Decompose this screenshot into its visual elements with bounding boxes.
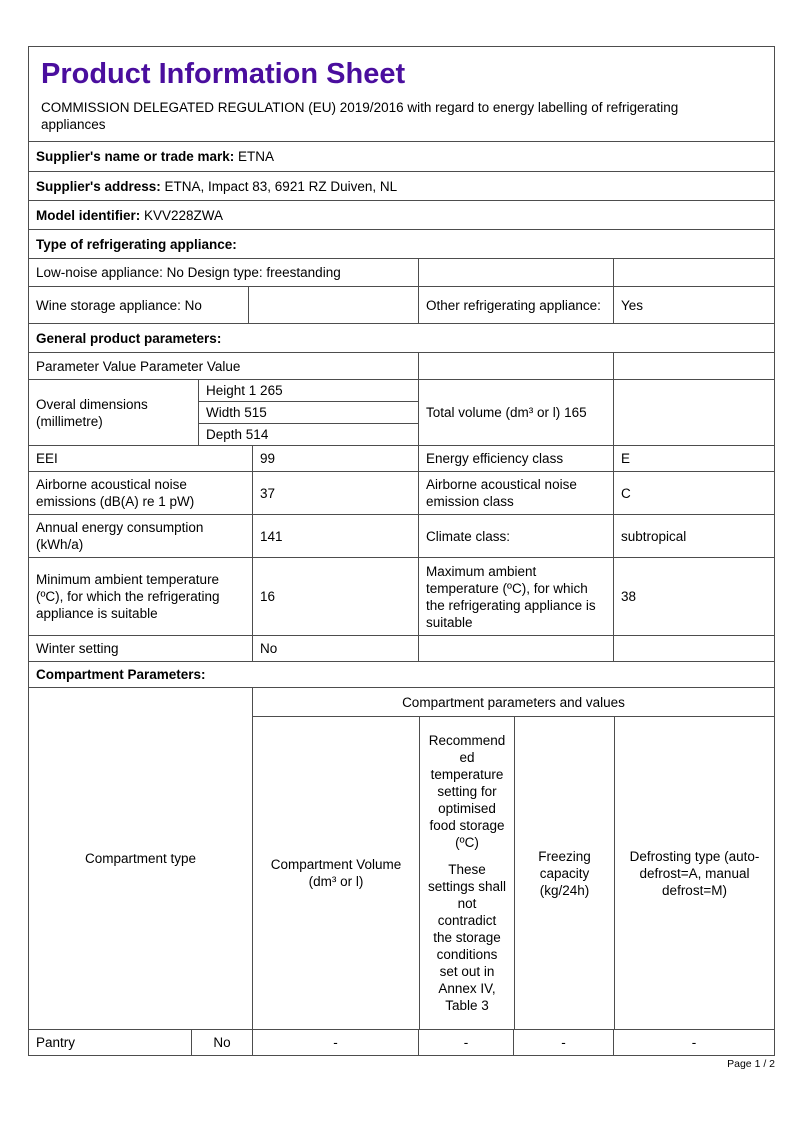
page-number: Page 1 / 2 [727,1058,775,1070]
model-identifier-label: Model identifier: [36,207,141,223]
eei-row [29,445,774,471]
other-appliance-value: Yes [613,287,774,323]
sheet-header [29,47,774,141]
compartment-values-block [252,688,774,1029]
pantry-present: No [191,1030,252,1055]
page-title: Product Information Sheet [41,58,406,90]
parameter-header: Parameter Value Parameter Value [36,358,241,374]
supplier-name-cell [29,142,774,171]
pantry-defrost: - [613,1030,774,1055]
compartment-column-headers [253,716,774,1029]
dimension-height-row [199,380,418,401]
total-volume-value: 165 [564,405,587,420]
low-noise-cell [29,259,418,286]
pantry-volume: - [252,1030,418,1055]
empty-cell [418,353,613,379]
noise-row [29,471,774,514]
climate-class-value: subtropical [613,515,774,557]
model-identifier-cell [29,201,774,229]
supplier-name-row [29,141,774,171]
min-ambient-value: 16 [252,558,418,635]
supplier-address-label: Supplier's address: [36,178,161,194]
compartment-heading: Compartment Parameters: [36,667,206,682]
empty-cell [248,287,418,323]
col-defrosting: Defrosting type (auto-defrost=A, manual defrost=M) [614,717,774,1029]
max-ambient-value: 38 [613,558,774,635]
type-heading: Type of refrigerating appliance: [36,236,237,252]
dimension-width-label: Width [206,405,241,420]
annual-energy-label: Annual energy consumption (kWh/a) [36,520,204,552]
efficiency-class-label: Energy efficiency class [418,446,613,471]
empty-cell [613,380,774,445]
col-temperature-note: These settings shall not contradict the storage conditions set out in Annex IV, Table 3 [427,862,507,1013]
design-type-text: Design type: freestanding [187,265,341,280]
annual-energy-value: 141 [252,515,418,557]
noise-emissions-value: 37 [252,472,418,514]
supplier-address-row [29,171,774,200]
low-noise-text: Low-noise appliance: No [36,265,184,280]
noise-class-label: Airborne acoustical noise emission class [418,472,613,514]
max-ambient-label: Maximum ambient temperature (ºC), for which the refrigerating appliance is suitable [418,558,613,635]
empty-cell [418,636,613,661]
empty-cell [418,259,613,286]
min-ambient-label: Minimum ambient temperature (ºC), for which the refrigerating appliance is suitable [36,572,220,621]
dimension-width-value: 515 [244,405,267,420]
compartment-heading-row [29,661,774,687]
type-heading-row [29,229,774,258]
dimension-depth-label: Depth [206,427,243,442]
ambient-temperature-row [29,557,774,635]
pantry-type: Pantry [36,1035,76,1050]
winter-setting-label: Winter setting [36,641,119,656]
col-freezing: Freezing capacity (kg/24h) [514,717,614,1029]
dimensions-label-cell: Overal dimensions (millimetre) [36,396,148,429]
pantry-temperature: - [418,1030,513,1055]
col-temperature-main: Recommended temperature setting for optimised food storage (ºC) [428,733,506,850]
dimension-height-value: 1 265 [248,383,283,398]
parameter-header-row [29,352,774,379]
dimension-height-label: Height [206,383,246,398]
dimension-depth-row [199,423,418,445]
energy-row [29,514,774,557]
supplier-address-value: ETNA, Impact 83, 6921 RZ Duiven, NL [164,178,398,194]
efficiency-class-value: E [613,446,774,471]
compartment-table-title: Compartment parameters and values [402,694,625,710]
wine-storage-cell: Wine storage appliance: No [36,297,202,313]
empty-cell [613,636,774,661]
dimension-depth-value: 514 [245,427,269,442]
model-identifier-row [29,200,774,229]
total-volume-cell [418,380,613,445]
eei-value: 99 [252,446,418,471]
winter-setting-row [29,635,774,661]
col-compartment-type: Compartment type [84,851,197,866]
dimension-width-row [199,401,418,423]
other-appliance-label: Other refrigerating appliance: [418,287,613,323]
compartment-row-pantry [29,1029,774,1055]
general-heading: General product parameters: [36,330,222,346]
noise-emissions-label: Airborne acoustical noise emissions (dB(A) re 1 pW) [36,477,195,509]
col-volume: Compartment Volume (dm³ or l) [270,857,402,889]
total-volume-label: Total volume (dm³ or l) [426,405,561,420]
dimensions-row [29,379,774,445]
eei-label: EEI [36,451,58,466]
regulation-subtitle: COMMISSION DELEGATED REGULATION (EU) 2019/2016 with regard to energy labelling of refrigerating appliances [41,100,679,132]
pantry-freezing: - [513,1030,613,1055]
supplier-name-label: Supplier's name or trade mark: [36,149,235,164]
empty-cell [613,259,774,286]
wine-storage-row [29,286,774,323]
noise-class-value: C [613,472,774,514]
empty-cell [613,353,774,379]
supplier-name-value: ETNA [238,149,275,164]
dimensions-values [198,380,418,445]
model-identifier-value: KVV228ZWA [144,207,224,223]
compartment-table-header [29,687,774,1029]
product-information-sheet [28,46,775,1056]
low-noise-row [29,258,774,286]
col-temperature [419,717,514,1029]
supplier-address-cell [29,172,774,200]
general-heading-row [29,323,774,352]
climate-class-label: Climate class: [418,515,613,557]
winter-setting-value: No [252,636,418,661]
